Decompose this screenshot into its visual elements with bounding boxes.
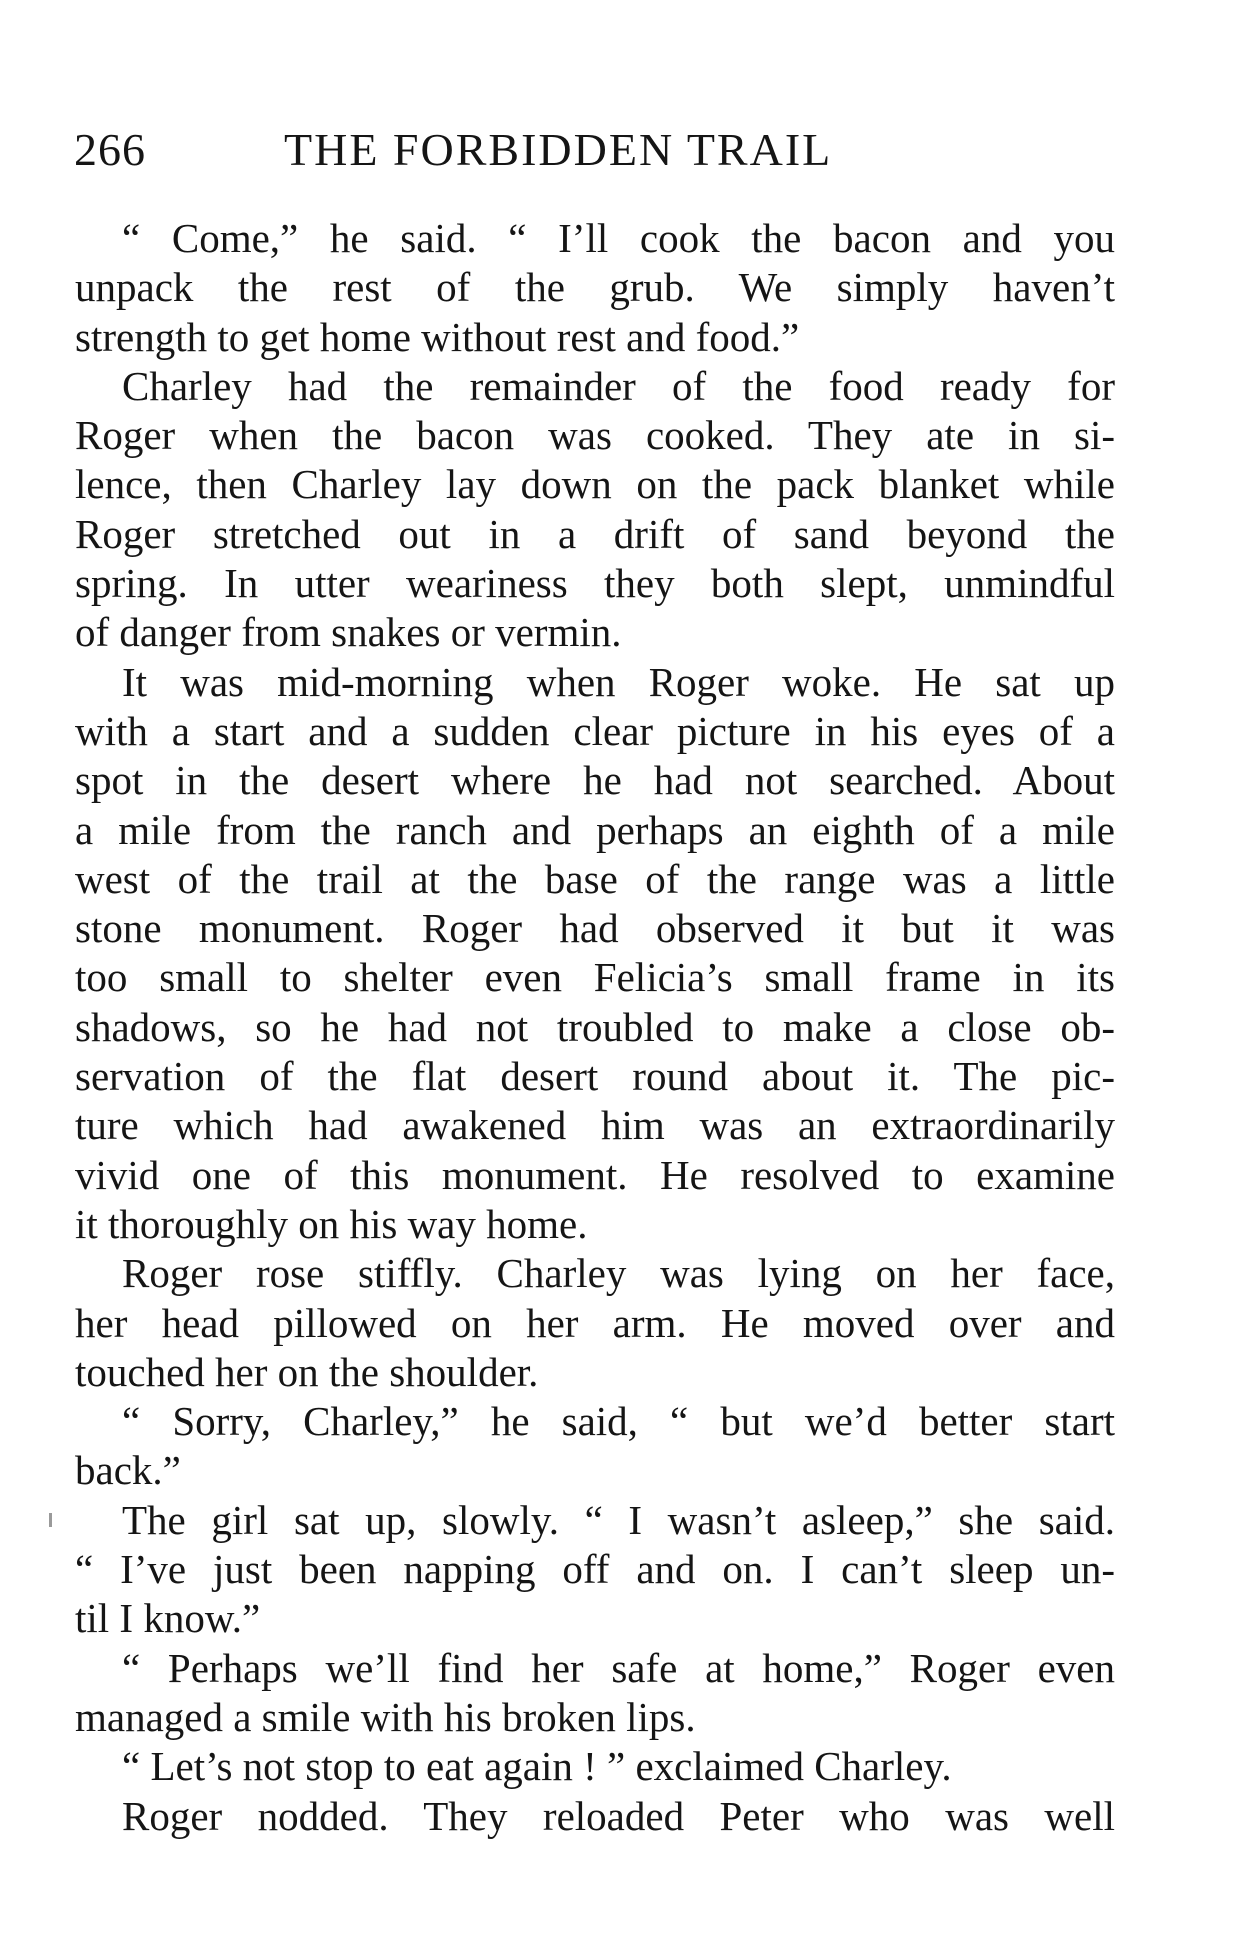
text-line: lence, then Charley lay down on the pack blanket while xyxy=(75,461,1115,508)
text-line: “ Come,” he said. “ I’ll cook the bacon and you xyxy=(122,215,1115,261)
text-line: too small to shelter even Felicia’s small frame in its xyxy=(75,954,1115,1001)
text-line: vivid one of this monument. He resolved to examine xyxy=(75,1151,1115,1198)
text-line: touched her on the shoulder. xyxy=(75,1348,539,1395)
text-line: shadows, so he had not troubled to make a close ob- xyxy=(75,1003,1115,1050)
text-line: “ Perhaps we’ll find her safe at home,” Roger even xyxy=(122,1644,1115,1691)
text-line: Roger nodded. They reloaded Peter who was well xyxy=(122,1792,1115,1839)
text-line: strength to get home without rest and food.” xyxy=(75,313,800,360)
text-line: a mile from the ranch and perhaps an eighth of a mile xyxy=(75,806,1115,853)
text-line: “ I’ve just been napping off and on. I can’t sleep un- xyxy=(75,1546,1115,1593)
margin-speck xyxy=(49,1513,52,1527)
text-line: servation of the flat desert round about it. The pic- xyxy=(75,1053,1115,1100)
text-line: unpack the rest of the grub. We simply haven’t xyxy=(75,264,1115,311)
text-line: til I know.” xyxy=(75,1595,261,1642)
text-line: spring. In utter weariness they both slept, unmindful xyxy=(75,560,1115,607)
page-number: 266 xyxy=(74,124,146,175)
text-line: managed a smile with his broken lips. xyxy=(75,1693,696,1740)
running-head xyxy=(74,120,1124,180)
text-line: spot in the desert where he had not searched. About xyxy=(75,757,1115,804)
text-line: stone monument. Roger had observed it but it was xyxy=(75,905,1115,952)
text-line: Roger stretched out in a drift of sand beyond the xyxy=(75,510,1115,557)
text-line: “ Let’s not stop to eat again ! ” exclaimed Charley. xyxy=(122,1743,952,1790)
text-line: ture which had awakened him was an extraordinarily xyxy=(75,1102,1115,1149)
text-line: west of the trail at the base of the range was a little xyxy=(75,855,1115,902)
text-line: It was mid-morning when Roger woke. He sat up xyxy=(122,658,1115,705)
text-line: The girl sat up, slowly. “ I wasn’t asleep,” she said. xyxy=(122,1496,1115,1543)
text-line: Roger rose stiffly. Charley was lying on her face, xyxy=(122,1250,1115,1297)
text-line: with a start and a sudden clear picture in his eyes of a xyxy=(75,707,1115,754)
text-line: Roger when the bacon was cooked. They ate in si- xyxy=(75,412,1115,459)
text-line: of danger from snakes or vermin. xyxy=(75,609,622,656)
text-line: “ Sorry, Charley,” he said, “ but we’d better start xyxy=(122,1398,1115,1445)
text-line: Charley had the remainder of the food ready for xyxy=(122,362,1115,409)
text-line: it thoroughly on his way home. xyxy=(75,1200,588,1247)
text-line: her head pillowed on her arm. He moved over and xyxy=(75,1299,1115,1346)
text-line: back.” xyxy=(75,1447,181,1494)
body-text xyxy=(75,214,1115,1841)
running-title: THE FORBIDDEN TRAIL xyxy=(284,124,833,175)
